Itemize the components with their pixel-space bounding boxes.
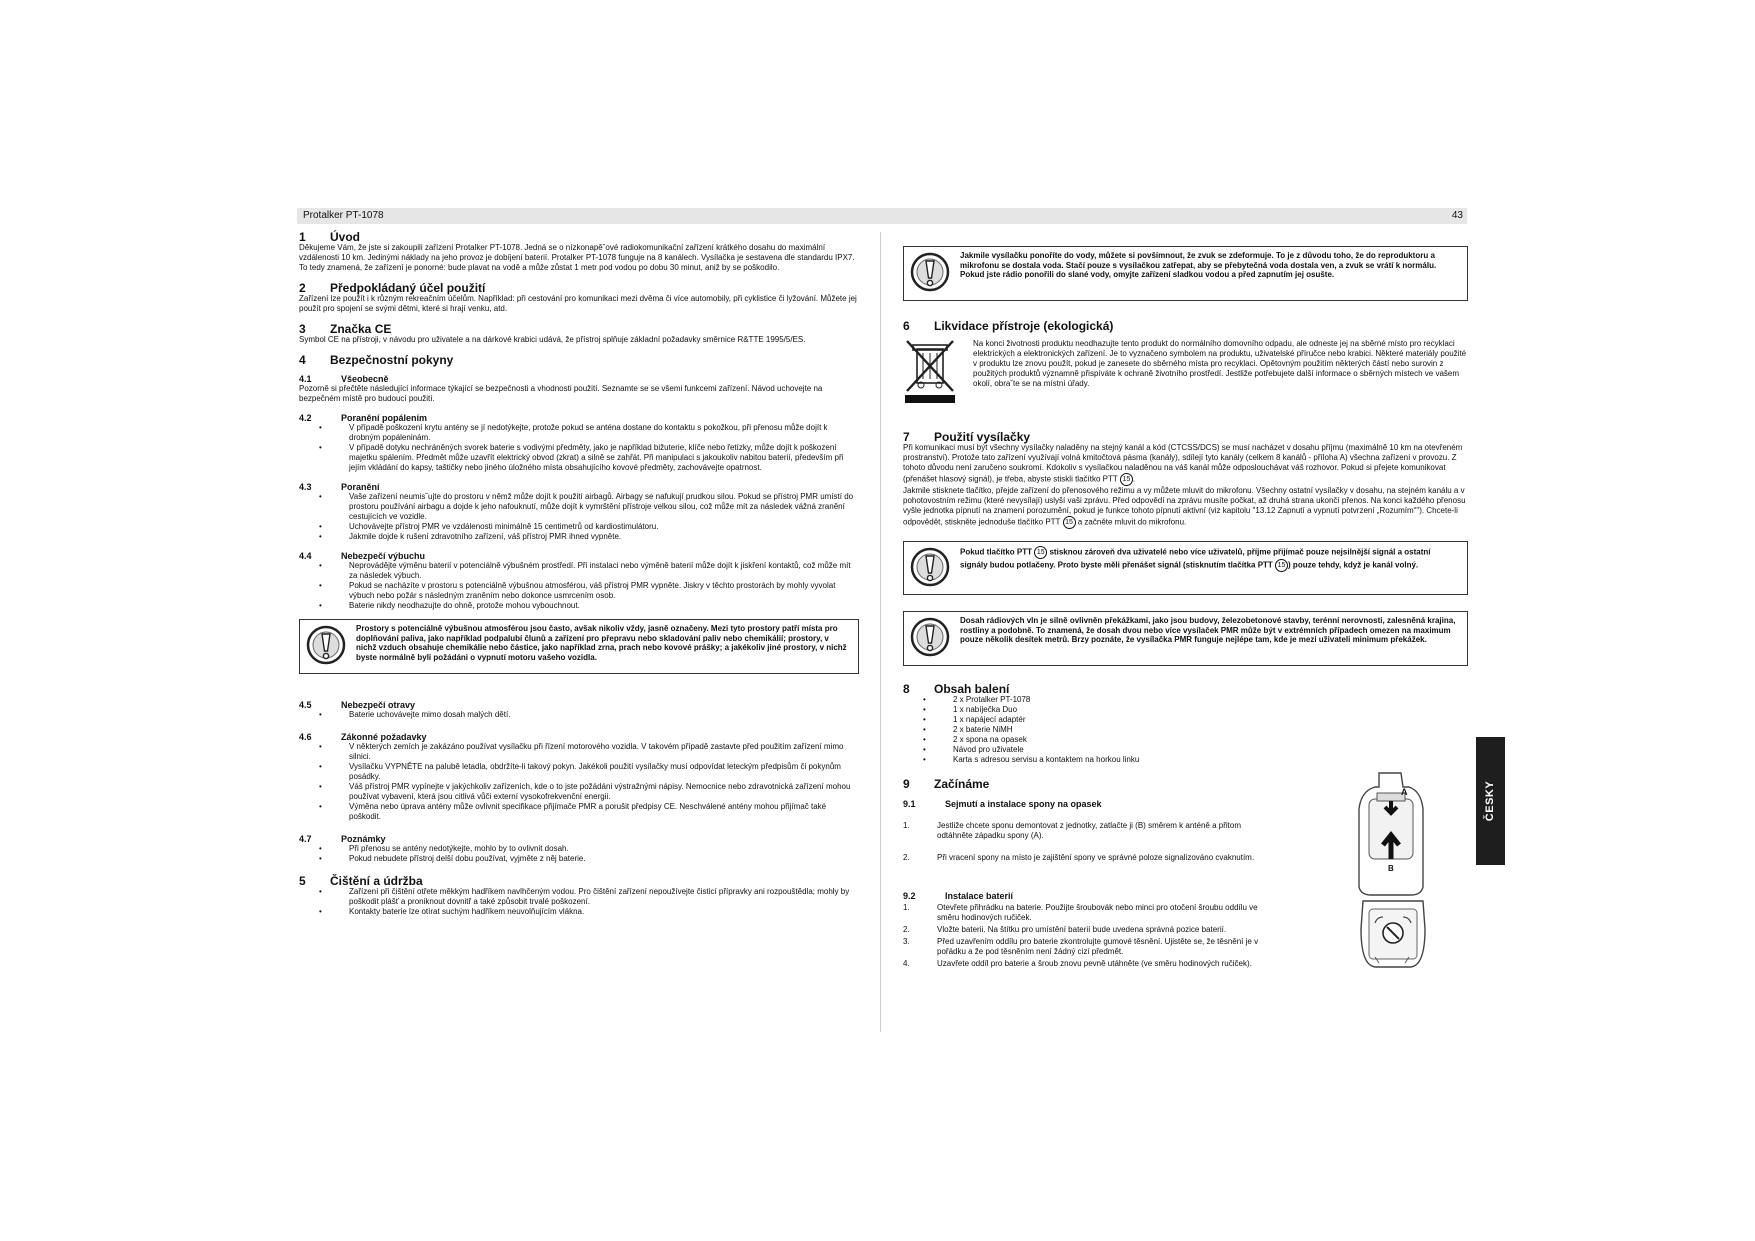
list-item: • Váš přístroj PMR vypínejte v jakýchkoliv zařízeních, kde o to jste požádáni výstražnými nápisy. Nemocnice nebo zdravotnická zařízení mohou používat vybavení, která jsou citlivá vůči externí vysokofrekvenční energii. (299, 782, 859, 802)
list-item: • 2 x Protalker PT-1078 (903, 695, 1468, 705)
section-4-7-list (299, 844, 859, 864)
page-header (297, 208, 1467, 224)
warning-text: Pokud tlačítko PTT 15 stisknou zároveň dva uživatelé nebo více uživatelů, příjme přijímač pouze nejsilnější signál a ostatní signály budou potlačeny. Proto byste měli přenášet signál (stisknutím tlačítka PTT 15 ) pouze tehdy, když je kanál volný. (960, 546, 1459, 572)
battery-steps (903, 903, 1263, 969)
battery-compartment-figure (1349, 899, 1439, 974)
warning-text: Jakmile vysílačku ponoříte do vody, můžete si povšimnout, že zvuk se zdeformuje. To je z důvodu toho, že do reproduktoru a mikrofonu se dostala voda. Stačí pouze s vysílačkou zatřepat, aby se přebytečná voda dostala ven, a zvuk se vrátí k normálu. Pokud jste rádio ponořili do slané vody, omyjte zařízení sladkou vodou a před zapnutím jej osušte. (960, 251, 1437, 279)
section-4-5-heading: 4.5 Nebezpečí otravy (299, 699, 416, 710)
section-7-text-1: Při komunikaci musí být všechny vysílačky naladěny na stejný kanál a kód (CTCSS/DCS) se musí nacházet v dosahu příjmu (maximálně 10 km na otevřeném prostranství). Protože tato zařízení využívají volná kmitočtová pásma (kanály), sdílejí tyto kanály (celkem 8 kanálů - příloha A) všechna zařízení v provozu. Z tohoto důvodu není zaručeno soukromí. Kdokoliv s vysílačkou naladěnou na váš kanál může odposlouchávat váš rozhovor. Pokud si přejete komunikovat (přenášet hlasový signál), je třeba, abyste stiskli tlačítko PTT 15 . (903, 443, 1468, 486)
list-item: 1. Otevřete přihrádku na baterie. Použijte šroubovák nebo minci pro otočení šroubu oddílu ve směru hodinových ručiček. (903, 902, 1258, 922)
section-2-text: Zařízení lze použít i k různým rekreačním účelům. Například: při cestování pro komunikaci mezi dvěma či více automobily, při cyklistice či lyžování. Můžete jej použít pro spojení se svými dětmi, které si hrají venku, atd. (299, 294, 857, 313)
section-5-list (299, 887, 859, 917)
list-item: 2. Při vracení spony na místo je zajištění spony ve správné poloze signalizováno cvaknutím. (903, 852, 1255, 862)
section-4-heading: 4 Bezpečnostní pokyny (299, 353, 454, 367)
section-6-heading: 6 Likvidace přístroje (ekologická) (903, 318, 1114, 333)
list-item: • V případě poškození krytu antény se jí nedotýkejte, protože pokud se anténa dostane do kontaktu s pokožkou, při přenosu může dojít k drobným popáleninám. (299, 423, 859, 443)
list-item: • V případě dotyku nechráněných svorek baterie s vodivými předměty, jako je například bižuterie, klíče nebo řetízky, může dojít k poškození majetku spálením. Předmět může uzavřít elektrický obvod (zkrat) a silně se zahřát. Při manipulaci s jakoukoliv nabitou baterií, především při jejím vkládání do kapsy, taštičky nebo jiného úložného místa obsahujícího kovové předměty, zachovávejte opatrnost. (299, 443, 859, 473)
section-4-1-text: Pozorně si přečtěte následující informace týkající se bezpečnosti a vhodnosti použití. Seznamte se se všemi funkcemi zařízení. Návod uchovejte na bezpečném místě pro budoucí použití. (299, 384, 823, 403)
list-item: • Vysílačku VYPNĚTE na palubě letadla, obdržíte-li takový pokyn. Jakékoli použití vysílačky musí odpovídat leteckým předpisům či pokynům posádky. (299, 762, 859, 782)
section-3-text: Symbol CE na přístroji, v návodu pro uživatele a na dárkové krabici udává, že přístroj splňuje základní požadavky směrnice R&TTE 1995/5/ES. (299, 335, 806, 344)
section-4-6-list (299, 742, 859, 822)
section-4-4-heading: 4.4 Nebezpečí výbuchu (299, 551, 426, 561)
ptt-button-ref: 15 (1063, 516, 1076, 529)
section-2-heading: 2 Předpokládaný účel použití (299, 281, 486, 295)
warning-text: Dosah rádiových vln je silně ovlivněn překážkami, jako jsou budovy, železobetonové stavby, terénní nerovnosti, zalesněná krajina, rostliny a podobně. To znamená, že dosah dvou nebo více vysílaček PMR může být v extrémních případech omezen na maximum pouze několik desítek metrů. Brzy poznáte, že vysílačka PMR funguje nejlépe tam, kde je mezi uživateli minimum překážek. (960, 616, 1456, 644)
list-item: • 2 x baterie NiMH (903, 725, 1468, 735)
belt-clip-steps (903, 821, 1263, 863)
page-number: 43 (1451, 210, 1463, 221)
list-item: • Při přenosu se antény nedotýkejte, mohlo by to ovlivnit dosah. (299, 844, 859, 854)
list-item: • Kontakty baterie lze otírat suchým hadříkem neuvolňujícím vlákna. (299, 907, 859, 917)
list-item: 3. Před uzavřením oddílu pro baterie zkontrolujte gumové těsnění. Ujistěte se, že těsnění je v pořádku a že pod těsněním není žádný cizí předmět. (903, 936, 1259, 956)
warning-icon (306, 624, 346, 669)
section-4-7-heading: 4.7 Poznámky (299, 833, 386, 844)
package-contents-list (903, 695, 1468, 765)
list-item: 2. Vložte baterii. Na štítku pro umístění baterií bude uvedena správná pozice baterií. (903, 924, 1227, 934)
list-item: • Vaše zařízení neumis˘ujte do prostoru v němž může dojít k použití airbagů. Airbagy se nafukují prudkou silou. Pokud se přístroj PMR umístí do prostoru používání airbagu a dojde k jeho nafouknutí, může dojít k vymrštění přístroje velkou silou, což může mít za následek vážná zranění cestujících ve vozidle. (299, 492, 859, 522)
section-9-2-heading: 9.2 Instalace baterií (903, 890, 1014, 901)
section-4-3-list (299, 492, 859, 542)
section-7-text-2: Jakmile stisknete tlačítko, přejde zařízení do přenosového režimu a vy můžete mluvit do mikrofonu. Všechny ostatní vysílačky v dosahu, na stejném kanálu a v pohotovostním režimu (které nevysílají) uslyší vaši zprávu. Před odpovědí na zprávu musíte počkat, až druhá strana ukončí přenos. Na konci každého přenosu vyšle jednotka pípnutí na znamení porozumění, pokud je funkce tohoto pípnutí aktivní (viz kapitolu "13.12 Zapnutí a vypnutí potvrzení „Rozumím“"). Chcete-li odpovědět, stiskněte jednoduše tlačítko PTT 15 a začněte mluvit do mikrofonu. (903, 486, 1468, 529)
list-item: • Baterie nikdy neodhazujte do ohně, protože mohou vybouchnout. (299, 601, 859, 611)
section-3-heading: 3 Značka CE (299, 322, 392, 336)
left-column (299, 232, 859, 917)
list-item: • Výměna nebo úprava antény může ovlivnit specifikace přijímače PMR a porušit předpisy CE. Neschválené antény mohou přijímač také poškodit. (299, 802, 859, 822)
list-item: • 2 x spona na opasek (903, 735, 1468, 745)
warning-text: Prostory s potenciálně výbušnou atmosférou jsou často, avšak nikoliv vždy, jasně označeny. Mezi tyto prostory patří místa pro doplňování paliva, jako například podpalubí člunů a zařízení pro přepravu nebo skladování paliv nebo chemikálií; prostory, v nichž vzduch obsahuje chemikálie nebo částice, jako například zrna, prach nebo kovové prášky; a jakékoliv jiné prostory, v nichž byste normálně byli požádáni o vypnutí motoru vašeho vozidla. (356, 624, 847, 662)
explosive-warning-box (299, 619, 859, 674)
list-item: • Pokud se nacházíte v prostoru s potenciálně výbušnou atmosférou, váš přístroj PMR vypněte. Jiskry v těchto prostorách by mohly vyvolat výbuch nebo požár s následným zraněním nebo dokonce usmrcením osob. (299, 581, 859, 601)
water-warning-box (903, 246, 1468, 301)
list-item: 1. Jestliže chcete sponu demontovat z jednotky, zatlačte ji (B) směrem k anténě a přitom odtáhněte západku spony (A). (903, 820, 1241, 840)
list-item: • 1 x napájecí adaptér (903, 715, 1468, 725)
right-column (903, 232, 1468, 969)
list-item: • Uchovávejte přístroj PMR ve vzdálenosti minimálně 15 centimetrů od kardiostimulátoru. (299, 522, 859, 532)
language-tab: ČESKY (1476, 737, 1505, 865)
list-item: • Neprovádějte výměnu baterií v potenciálně výbušném prostředí. Při instalaci nebo výměně baterií může dojít k jiskření kontaktů, což může mít za následek výbuch. (299, 561, 859, 581)
list-item: • V některých zemích je zakázáno používat vysílačku při řízení motorového vozidla. V takovém případě zastavte před použitím zařízení mimo silnici. (299, 742, 859, 762)
ptt-warning-box (903, 541, 1468, 596)
list-item: • Karta s adresou servisu a kontaktem na horkou linku (903, 755, 1468, 765)
section-1-heading: 1 Úvod (299, 230, 360, 244)
column-divider (880, 232, 881, 1032)
section-9-body (903, 786, 1468, 969)
warning-icon (910, 251, 950, 296)
range-warning-box (903, 611, 1468, 666)
section-9-1-heading: 9.1 Sejmutí a instalace spony na opasek (903, 798, 1102, 809)
section-4-1-heading: 4.1 Všeobecně (299, 374, 389, 384)
list-item: • Zařízení při čištění otřete měkkým hadříkem navlhčeným vodou. Pro čištění zařízení nepoužívejte čisticí přípravky ani rozpouštědla; mohly by poškodit plášť a proniknout dovnitř a také způsobit trvalé poškození. (299, 887, 859, 907)
warning-icon (910, 546, 950, 591)
section-5-heading: 5 Čištění a údržba (299, 873, 423, 888)
section-4-4-list (299, 561, 859, 611)
label-a: A (1401, 786, 1408, 797)
section-6-text: Na konci životnosti produktu neodhazujte tento produkt do normálního domovního odpadu, ale odneste jej na sběrné místo pro recyklaci elektrických a elektronických zařízení. Je to vyznačeno symbolem na produktu, uživatelské příručce nebo krabici. Některé materiály použité v produktu lze znovu použít, pokud je zanesete do sběrného místa pro recyklaci. Opětovným použitím některých částí nebo surovin z použitých produktů významně přispíváte k ochraně životního prostředí. Jestliže potřebujete další informace o sběrných místech ve vašem okolí, obra˘te se na místní úřady. (973, 338, 1467, 388)
section-4-2-heading: 4.2 Poranění popálením (299, 413, 428, 423)
warning-icon (910, 616, 950, 661)
section-4-3-heading: 4.3 Poranění (299, 482, 380, 492)
list-item: • 1 x nabíječka Duo (903, 705, 1468, 715)
weee-bin-icon (903, 339, 973, 408)
list-item: 4. Uzavřete oddíl pro baterie a šroub znovu pevně utáhněte (ve směru hodinových ručiček). (903, 958, 1252, 968)
header-title: Protalker PT-1078 (303, 210, 384, 221)
ptt-button-ref: 15 (1120, 473, 1133, 486)
section-1-text: Děkujeme Vám, že jste si zakoupili zařízení Protalker PT-1078. Jedná se o nízkonapě˘ové radiokomunikační zařízení krátkého dosahu do maximální vzdálenosti 10 km. Jedinými náklady na jeho provoz je dobíjení baterií. Protalker PT-1078 funguje na 8 kanálech. Vysílačka je sestavena dle standardu IPX7. To tedy znamená, že zařízení je ponorné: bude plavat na vodě a může zůstat 1 metr pod vodou po dobu 30 minut, aniž by se poškodilo. (299, 243, 855, 272)
section-9-heading: 9 Začínáme (903, 776, 990, 791)
section-4-5-list (299, 710, 859, 720)
section-4-6-heading: 4.6 Zákonné požadavky (299, 731, 427, 742)
list-item: • Baterie uchovávejte mimo dosah malých dětí. (299, 710, 859, 720)
disposal-block (903, 339, 1468, 408)
belt-clip-figure (1349, 769, 1439, 902)
section-4-2-list (299, 423, 859, 473)
list-item: • Pokud nebudete přístroj delší dobu používat, vyjměte z něj baterie. (299, 854, 859, 864)
section-7-heading: 7 Použití vysílačky (903, 429, 1031, 444)
label-b: B (1388, 863, 1394, 873)
list-item: • Jakmile dojde k rušení zdravotního zařízení, váš přístroj PMR ihned vypněte. (299, 532, 859, 542)
section-8-heading: 8 Obsah balení (903, 681, 1010, 696)
list-item: • Návod pro uživatele (903, 745, 1468, 755)
